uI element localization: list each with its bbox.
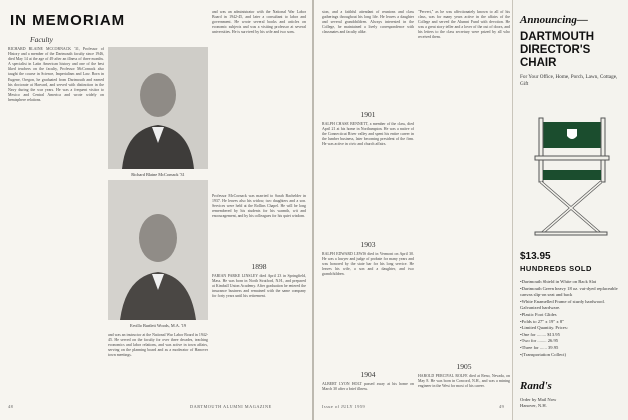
ad-feature-list <box>520 279 624 358</box>
ad-announcing: Announcing— <box>520 14 588 26</box>
feature-item: • Three for ...... 39.95 <box>520 345 624 352</box>
feature-item: • Two for ........ 26.95 <box>520 338 624 345</box>
text-1905: HAROLD PERCIVAL ROLFE died at Reno, Nevada, on May 8. He was born in Concord, N.H., and was a mining engineer in the West for most of his career. <box>418 374 510 389</box>
year-1901: 1901 <box>360 110 376 119</box>
chair-advertisement <box>512 0 628 420</box>
ad-price: $13.95 <box>520 251 551 262</box>
year-1898: 1898 <box>251 262 267 271</box>
right-column-1-text: sion, and a faithful attendant of reunions and class gatherings throughout his long life. He leaves a daughter and several grandchildren. Always interested in the College, he maintained a lively correspondence with classmates and faculty alike. <box>322 10 414 35</box>
text-1898: FABIAN PARKE LINSLEY died April 23 in Springfield, Mass. He was born in North Stratford, N.H., and prepared at Kimball Union Academy. After graduation he entered the insurance business and remained with the same company for forty years until his retirement. <box>212 274 306 299</box>
left-footer: DARTMOUTH ALUMNI MAGAZINE <box>190 404 272 409</box>
year-1905: 1905 <box>456 362 472 371</box>
portrait-photo-icon <box>108 47 208 169</box>
feature-item: • Folds to 27" x 19" x 8" <box>520 319 624 326</box>
feature-item: • (Transportation Collect) <box>520 352 624 359</box>
directors-chair-icon <box>525 112 617 240</box>
left-column-3-text: Professor McCornack was married to Sarah Bachelder in 1937. He leaves also his widow, two daughters and a son. Services were held at the Rollins Chapel. He will be long remembered by his students for his warmth, wit and encouragement, and by his colleagues for his quiet wisdom. <box>212 194 306 219</box>
portrait-photo-icon <box>108 180 208 320</box>
ad-hundreds-sold: HUNDREDS SOLD <box>520 264 592 273</box>
text-1904: ALBERT LYON HOLT passed away at his home on March 30 after a brief illness. <box>322 382 414 392</box>
left-page <box>0 0 312 420</box>
feature-item: • Dartmouth Green heavy 18 oz. vat-dyed replaceable canvas slip-on seat and back <box>520 286 624 299</box>
left-lower-text: and was an instructor at the National War Labor Board in 1942-45. He served on the faculty for over three decades, teaching economics and labor relations, and was active in town affairs, serving on the planning board and as a moderator of Hanover town meetings. <box>108 333 208 358</box>
right-page-number: 49 <box>499 404 505 409</box>
ad-shop-name: Rand's <box>520 380 552 392</box>
feature-item: • Limited Quantity. Prices: <box>520 325 624 332</box>
right-footer: Issue of JULY 1959 <box>322 404 366 409</box>
feature-item: • White Enamelled Frame of sturdy hardwood. Galvanized hardware. <box>520 299 624 312</box>
mccornack-photo <box>108 47 208 169</box>
year-1903: 1903 <box>360 240 376 249</box>
ad-location: Hanover, N.H. <box>520 403 547 408</box>
ad-description: For Your Office, Home, Porch, Lawn, Cottage, Gift <box>520 74 618 87</box>
feature-item: • Dartmouth Shield in White on Back Slat <box>520 279 624 286</box>
woods-photo <box>108 180 208 320</box>
year-1904: 1904 <box>360 370 376 379</box>
feature-item: • One for ........ $13.95 <box>520 332 624 339</box>
text-1901: RALPH CHASE BENNETT, a member of the class, died April 21 at his home in Northampton. He was a native of the Connecticut River valley and spent his entire career in the lumber business, later becoming president of the firm. He was active in civic and church affairs. <box>322 122 414 147</box>
section-faculty: Faculty <box>30 35 53 44</box>
ad-order-line <box>520 397 556 409</box>
right-column-2-text: "Pervert," as he was affectionately known to all of his class, was for many years active in the affairs of the College and served the Alumni Fund with devotion. He was a great story teller and a lover of the out of doors, and his letters to the class secretary were prized by all who received them. <box>418 10 510 40</box>
left-column-2-text: and was an administrator with the National War Labor Board in 1942-45, and later a consultant to labor and government. He wrote several books and articles on economic subjects and was a visiting professor at several universities. He is survived by his wife and two sons. <box>212 10 306 35</box>
photo1-caption: Richard Blaine McCornack '31 <box>131 172 185 177</box>
feature-item: • Plastic Foot Glides <box>520 312 624 319</box>
ad-headline: DARTMOUTH DIRECTOR'S CHAIR <box>520 31 595 69</box>
left-column-1-text: RICHARD BLAINE MCCORNACK '31, Professor of History and a member of the Dartmouth faculty since 1946, died May 14 at the age of 49 after an illness of three months. A specialist in Latin American history and one of the best liked teachers on the faculty, Professor McCornack also taught the course in Science, Imperialism and Law. Born in Eugene, Oregon, he graduated from Dartmouth and earned his doctorate at Harvard, and served with distinction in the Navy during the war years. He was a frequent visitor to Mexico and Central America and wrote widely on hemisphere relations. <box>8 47 104 102</box>
left-page-number: 48 <box>8 404 14 409</box>
photo2-caption: Ervillo Bartlett Woods, M.A. '19 <box>129 323 187 328</box>
page-heading: IN MEMORIAM <box>10 12 126 29</box>
ad-order: Order by Mail Now <box>520 397 557 402</box>
text-1903: RALPH EDWARD LEWIS died in Vermont on April 30. He was a lawyer and judge of probate for many years and was honored by the state bar for his long service. He leaves his wife, a son and a daughter, and two grandchildren. <box>322 252 414 277</box>
